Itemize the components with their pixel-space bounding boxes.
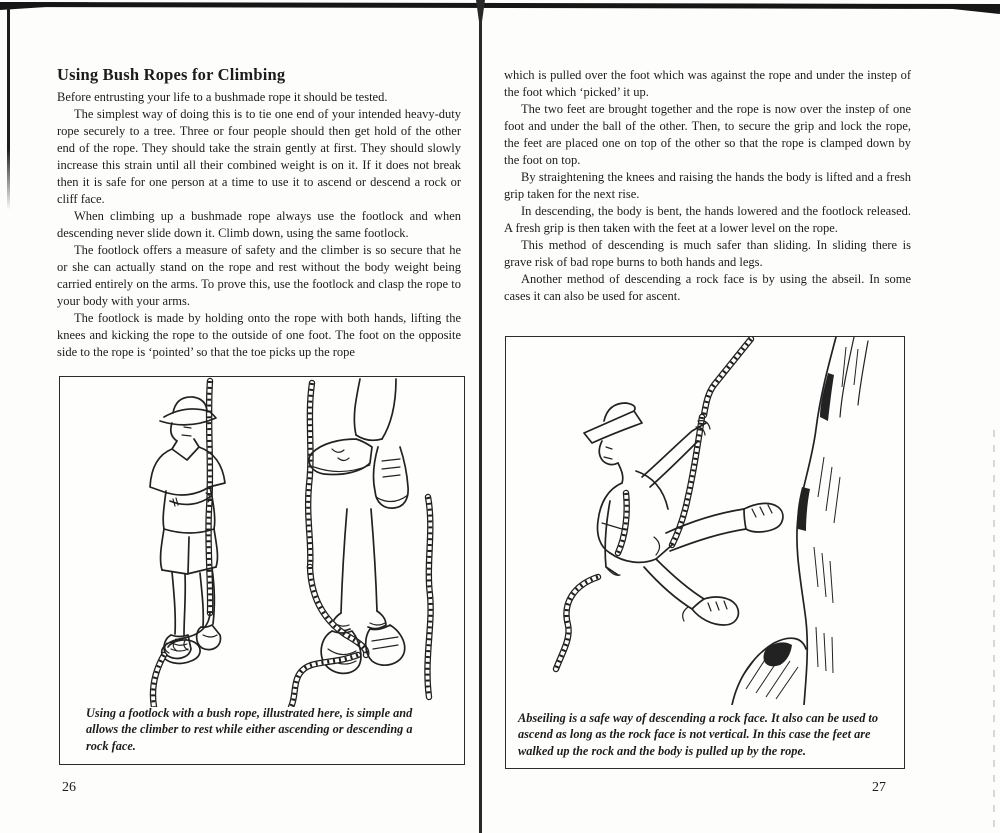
paragraph: In descending, the body is bent, the hands lowered and the footlock released. A fresh grip is then taken with the feet at a lower level on the rope. bbox=[504, 204, 911, 235]
scan-left-edge bbox=[7, 8, 10, 210]
paragraph: By straightening the knees and raising the hands the body is lifted and a fresh grip taken for the next rise. bbox=[504, 170, 911, 201]
footlock-illustration bbox=[60, 377, 462, 707]
page-number-right: 27 bbox=[872, 780, 886, 795]
paragraph: Another method of descending a rock face is by using the abseil. In some cases it can also be used for ascent. bbox=[504, 272, 911, 303]
paragraph: When climbing up a bushmade rope always use the footlock and when descending never slide down it. Climb down, using the same footlock. bbox=[57, 209, 461, 240]
paragraph: The footlock offers a measure of safety and the climber is so secure that he or she can actually stand on the rope and rest without the body weight being carried entirely on the arms. To prove this, use the footlock and clasp the rope to your body with your arms. bbox=[57, 243, 461, 308]
page-number-left: 26 bbox=[62, 780, 76, 795]
figure-caption: Using a footlock with a bush rope, illustrated here, is simple and allows the climber to rest while either ascending or descending a rock face. bbox=[86, 705, 413, 753]
abseil-illustration bbox=[506, 337, 903, 705]
page-right-text bbox=[504, 67, 911, 305]
paragraph: The footlock is made by holding onto the rope with both hands, lifting the knees and kicking the rope to the outside of one foot. The foot on the opposite side to the rope is ‘pointed’ so that the toe picks up the rope bbox=[57, 311, 461, 359]
book-spine bbox=[479, 0, 482, 833]
paragraph: The two feet are brought together and the rope is now over the instep of one foot and under the ball of the other. Then, to secure the grip and lock the rope, the feet are placed one on top of the other so that the rope is clamped down by the foot on top. bbox=[504, 102, 911, 167]
figure-caption: Abseiling is a safe way of descending a rock face. It also can be used to ascend as long as the rock face is not vertical. In this case the feet are walked up the rock and the body is pulled up by the rope. bbox=[518, 710, 879, 758]
paragraph: Before entrusting your life to a bushmade rope it should be tested. bbox=[57, 90, 388, 104]
figure-footlock bbox=[59, 376, 465, 765]
section-heading: Using Bush Ropes for Climbing bbox=[57, 65, 286, 84]
scan-top-edge bbox=[0, 2, 1000, 9]
scan-right-smudge bbox=[993, 430, 995, 830]
page-left-text bbox=[57, 64, 461, 361]
paragraph: which is pulled over the foot which was against the rope and under the instep of the foot which ‘picked’ it up. bbox=[504, 68, 911, 99]
paragraph: The simplest way of doing this is to tie one end of your intended heavy-duty rope securely to a tree. Three or four people should then get hold of the other end of the rope. They should take the strain gently at first. They should slowly increase this strain until all their combined weight is on it. If it does not break then it is safe for one person at a time to use it to ascend or descend a rock or cliff face. bbox=[57, 107, 461, 206]
figure-abseil bbox=[505, 336, 905, 769]
paragraph: This method of descending is much safer than sliding. In sliding there is grave risk of bad rope burns to both hands and legs. bbox=[504, 238, 911, 269]
